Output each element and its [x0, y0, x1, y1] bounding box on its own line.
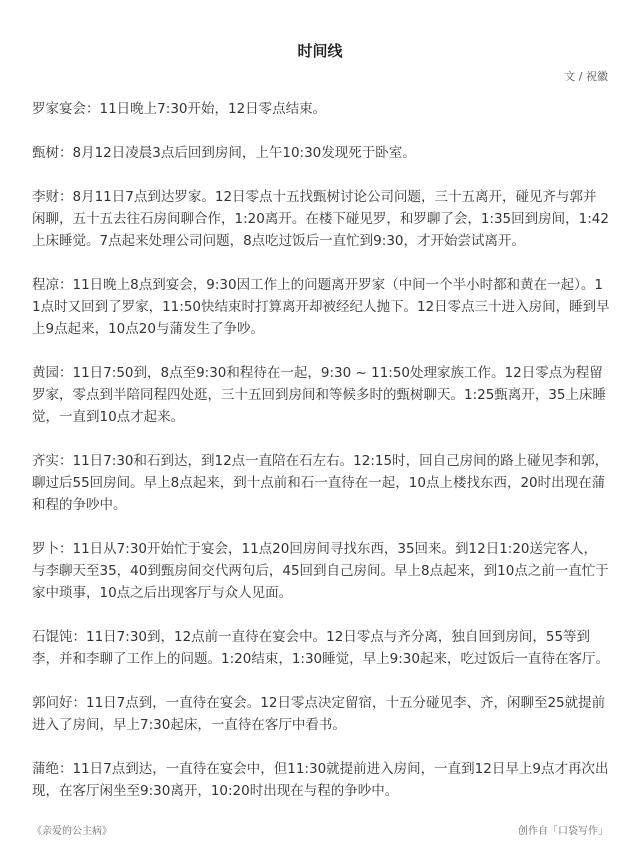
timeline-entry-banquet: 罗家宴会：11日晚上7:30开始，12日零点结束。	[32, 101, 327, 117]
timeline-entry-pu: 蒲绝：11日7点到达，一直待在宴会中，但11:30就提前进入房间，一直到12日早上9点才再次出现，在客厅闲坐至9:30离开，10:20时出现在与程的争吵中。	[32, 761, 609, 799]
timeline-entry-qi: 齐实：11日7:30和石到达，到12点一直陪在石左右。12:15时，回自己房间的路上碰见李和郭，聊过后55回房间。早上8点起来，到十点前和石一直待在一起，10点上楼找东西，20时出现在蒲和程的争吵中。	[32, 453, 609, 513]
author-byline: 文 / 祝徽	[564, 70, 608, 83]
timeline-entry-zhen: 甄树：8月12日凌晨3点后回到房间，上午10:30发现死于卧室。	[32, 145, 416, 161]
timeline-entry-huang: 黄园：11日7:50到，8点至9:30和程待在一起，9:30 ~ 11:50处理家族工作。12日零点为程留罗家，零点到半陪同程四处逛，三十五回到房间和等候多时的甄树聊天。1:25甄离开，35上床睡觉，一直到10点才起来。	[32, 365, 606, 425]
book-title-footer: 《亲爱的公主病》	[32, 826, 112, 837]
timeline-entry-guo: 郭问好：11日7点到，一直待在宴会。12日零点决定留宿，十五分碰见李、齐，闲聊至25就提前进入了房间，早上7:30起床，一直待在客厅中看书。	[32, 695, 606, 733]
source-credit-footer: 创作自「口袋写作」	[518, 826, 608, 837]
timeline-entry-shi: 石馄饨：11日7:30到，12点前一直待在宴会中。12日零点与齐分离，独自回到房间，55等到李，并和李聊了工作上的问题。1:20结束，1:30睡觉，早上9:30起来，吃过饭后一直待在客厅。	[32, 629, 609, 667]
timeline-entry-li: 李财：8月11日7点到达罗家。12日零点十五找甄树讨论公司问题，三十五离开，碰见齐与郭并闲聊，五十五去往石房间聊合作，1:20离开。在楼下碰见罗，和罗聊了会，1:35回到房间，1:42上床睡觉。7点起来处理公司问题，8点吃过饭后一直忙到9:30，才开始尝试离开。	[32, 189, 609, 249]
timeline-list	[32, 98, 610, 824]
timeline-entry-cheng: 程凉：11日晚上8点到宴会，9:30因工作上的问题离开罗家（中间一个半小时都和黄在一起）。11点时又回到了罗家，11:50快结束时打算离开却被经纪人抛下。12日零点三十进入房间，睡到早上9点起来，10点20与蒲发生了争吵。	[32, 277, 610, 337]
page-title: 时间线	[297, 42, 343, 60]
timeline-entry-luo: 罗卜：11日从7:30开始忙于宴会，11点20回房间寻找东西，35回来。到12日1:20送完客人，与李聊天至35，40到甄房间交代两句后，45回到自己房间。早上8点起来，到10点之前一直忙于家中琐事，10点之后出现客厅与众人见面。	[32, 541, 609, 601]
